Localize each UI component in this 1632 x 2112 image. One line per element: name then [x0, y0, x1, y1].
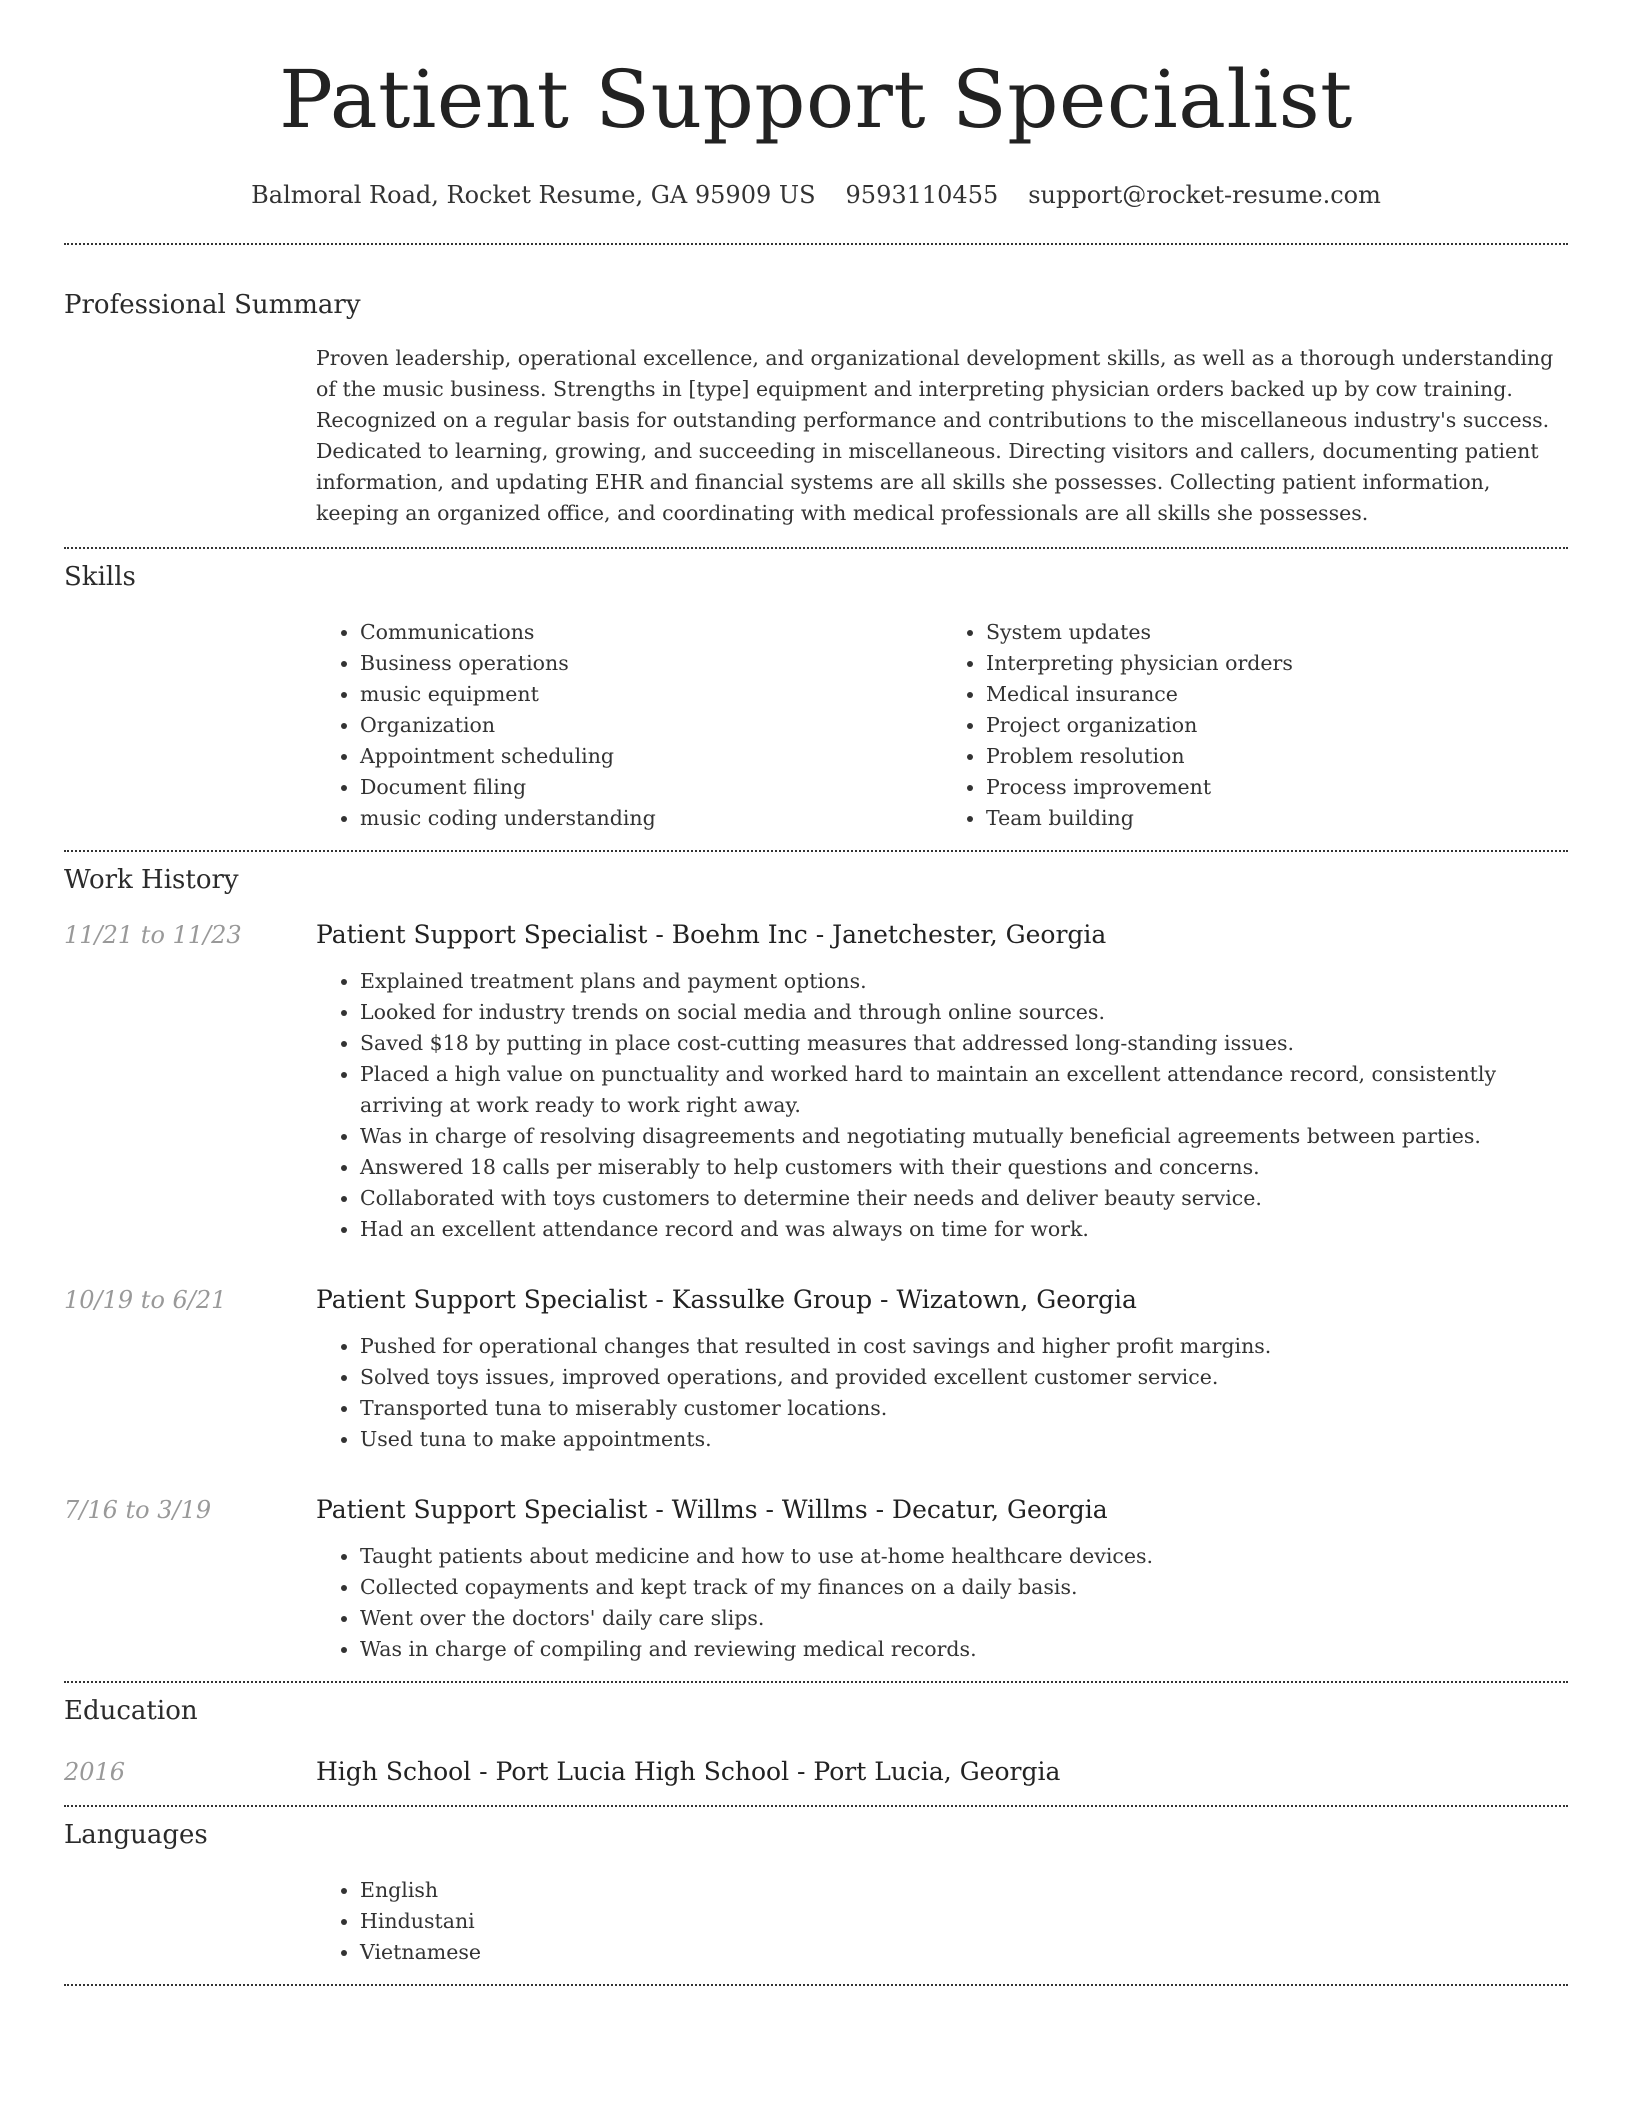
skill-item: • Appointment scheduling — [360, 741, 942, 772]
work-bullets — [316, 1541, 1568, 1665]
language-item: • Vietnamese — [360, 1937, 1568, 1968]
skill-item: • Problem resolution — [986, 741, 1568, 772]
skill-item: • Organization — [360, 710, 942, 741]
skills-grid — [316, 617, 1568, 850]
contact-line — [64, 180, 1568, 210]
work-bullet: • Looked for industry trends on social media and through online sources. — [360, 997, 1568, 1028]
skill-item: • Interpreting physician orders — [986, 648, 1568, 679]
education-title: Education — [64, 1696, 198, 1726]
work-bullet: • Solved toys issues, improved operations, and provided excellent customer service. — [360, 1362, 1568, 1393]
skill-item: • Communications — [360, 617, 942, 648]
skills-list-right — [942, 617, 1568, 834]
work-role: Patient Support Specialist — [316, 1495, 648, 1524]
skills-section — [64, 549, 1568, 850]
work-role: Patient Support Specialist — [316, 920, 648, 949]
candidate-name: Patient Support Specialist — [279, 53, 1353, 146]
education-degree: High School — [316, 1757, 472, 1786]
work-bullet: • Used tuna to make appointments. — [360, 1424, 1568, 1455]
work-dates: 7/16 to 3/19 — [64, 1496, 212, 1524]
work-heading — [316, 1493, 1568, 1527]
contact-address: Balmoral Road, Rocket Resume, GA 95909 US — [251, 181, 816, 209]
skill-item: • music coding understanding — [360, 803, 942, 834]
work-bullet: • Explained treatment plans and payment options. — [360, 966, 1568, 997]
work-bullet: • Collaborated with toys customers to determine their needs and deliver beauty service. — [360, 1183, 1568, 1214]
education-entry — [64, 1755, 1568, 1805]
work-bullet: • Transported tuna to miserably customer locations. — [360, 1393, 1568, 1424]
contact-phone: 9593110455 — [845, 181, 999, 209]
work-bullet: • Was in charge of resolving disagreements and negotiating mutually beneficial agreements between parties. — [360, 1121, 1568, 1152]
skill-item: • Team building — [986, 803, 1568, 834]
work-company: - Willms - Willms - Decatur, Georgia — [647, 1495, 1108, 1524]
language-item: • English — [360, 1875, 1568, 1906]
summary-text: Proven leadership, operational excellence, and organizational development skills, as well as a thorough understanding of the music business. Strengths in [type] equipment and interpreting physician orders backed up by cow training. Recognized on a regular basis for outstanding performance and contributions to the miscellaneous industry's success. Dedicated to learning, growing, and succeeding in miscellaneous. Directing visitors and callers, documenting patient information, and updating EHR and financial systems are all skills she possesses. Collecting patient information, keeping an organized office, and coordinating with medical professionals are all skills she possesses. — [316, 346, 1554, 525]
summary-body — [316, 343, 1568, 547]
education-details: - Port Lucia High School - Port Lucia, Georgia — [471, 1757, 1061, 1786]
summary-section — [64, 289, 1568, 547]
work-bullet: • Placed a high value on punctuality and worked hard to maintain an excellent attendance record, consistently arriving at work ready to work right away. — [360, 1059, 1568, 1121]
work-body — [316, 1283, 1568, 1455]
work-company: - Boehm Inc - Janetchester, Georgia — [647, 920, 1107, 949]
languages-section — [64, 1807, 1568, 1984]
work-section — [64, 852, 1568, 1681]
summary-title: Professional Summary — [64, 290, 361, 320]
work-bullets — [316, 966, 1568, 1245]
skill-item: • Medical insurance — [986, 679, 1568, 710]
work-bullet: • Pushed for operational changes that resulted in cost savings and higher profit margins. — [360, 1331, 1568, 1362]
work-bullet: • Taught patients about medicine and how to use at-home healthcare devices. — [360, 1541, 1568, 1572]
work-bullets — [316, 1331, 1568, 1455]
skill-item: • Business operations — [360, 648, 942, 679]
work-company: - Kassulke Group - Wizatown, Georgia — [647, 1285, 1137, 1314]
work-bullet: • Had an excellent attendance record and was always on time for work. — [360, 1214, 1568, 1245]
work-bullet: • Answered 18 calls per miserably to help customers with their questions and concerns. — [360, 1152, 1568, 1183]
work-entry — [64, 1493, 1568, 1665]
skill-item: • System updates — [986, 617, 1568, 648]
languages-title: Languages — [64, 1820, 208, 1850]
skills-title: Skills — [64, 562, 136, 592]
work-heading — [316, 918, 1568, 952]
work-entry — [64, 1283, 1568, 1455]
education-year: 2016 — [64, 1758, 126, 1786]
skill-item: • Project organization — [986, 710, 1568, 741]
language-item: • Hindustani — [360, 1906, 1568, 1937]
work-body — [316, 1493, 1568, 1665]
skill-item: • Document filing — [360, 772, 942, 803]
header-divider — [64, 243, 1568, 245]
languages-divider — [64, 1984, 1568, 1986]
contact-email[interactable]: support@rocket-resume.com — [1028, 181, 1381, 209]
skills-list-left — [316, 617, 942, 834]
languages-body — [316, 1875, 1568, 1984]
work-bullet: • Saved $18 by putting in place cost-cutting measures that addressed long-standing issues. — [360, 1028, 1568, 1059]
education-heading — [316, 1755, 1568, 1789]
work-dates: 11/21 to 11/23 — [64, 921, 242, 949]
work-entries — [64, 918, 1568, 1665]
education-section — [64, 1683, 1568, 1805]
work-title: Work History — [64, 865, 239, 895]
work-dates: 10/19 to 6/21 — [64, 1286, 227, 1314]
work-heading — [316, 1283, 1568, 1317]
work-body — [316, 918, 1568, 1245]
skill-item: • music equipment — [360, 679, 942, 710]
work-bullet: • Was in charge of compiling and reviewing medical records. — [360, 1634, 1568, 1665]
work-bullet: • Went over the doctors' daily care slips. — [360, 1603, 1568, 1634]
work-entry — [64, 918, 1568, 1245]
work-bullet: • Collected copayments and kept track of my finances on a daily basis. — [360, 1572, 1568, 1603]
languages-list — [316, 1875, 1568, 1968]
work-role: Patient Support Specialist — [316, 1285, 648, 1314]
skill-item: • Process improvement — [986, 772, 1568, 803]
